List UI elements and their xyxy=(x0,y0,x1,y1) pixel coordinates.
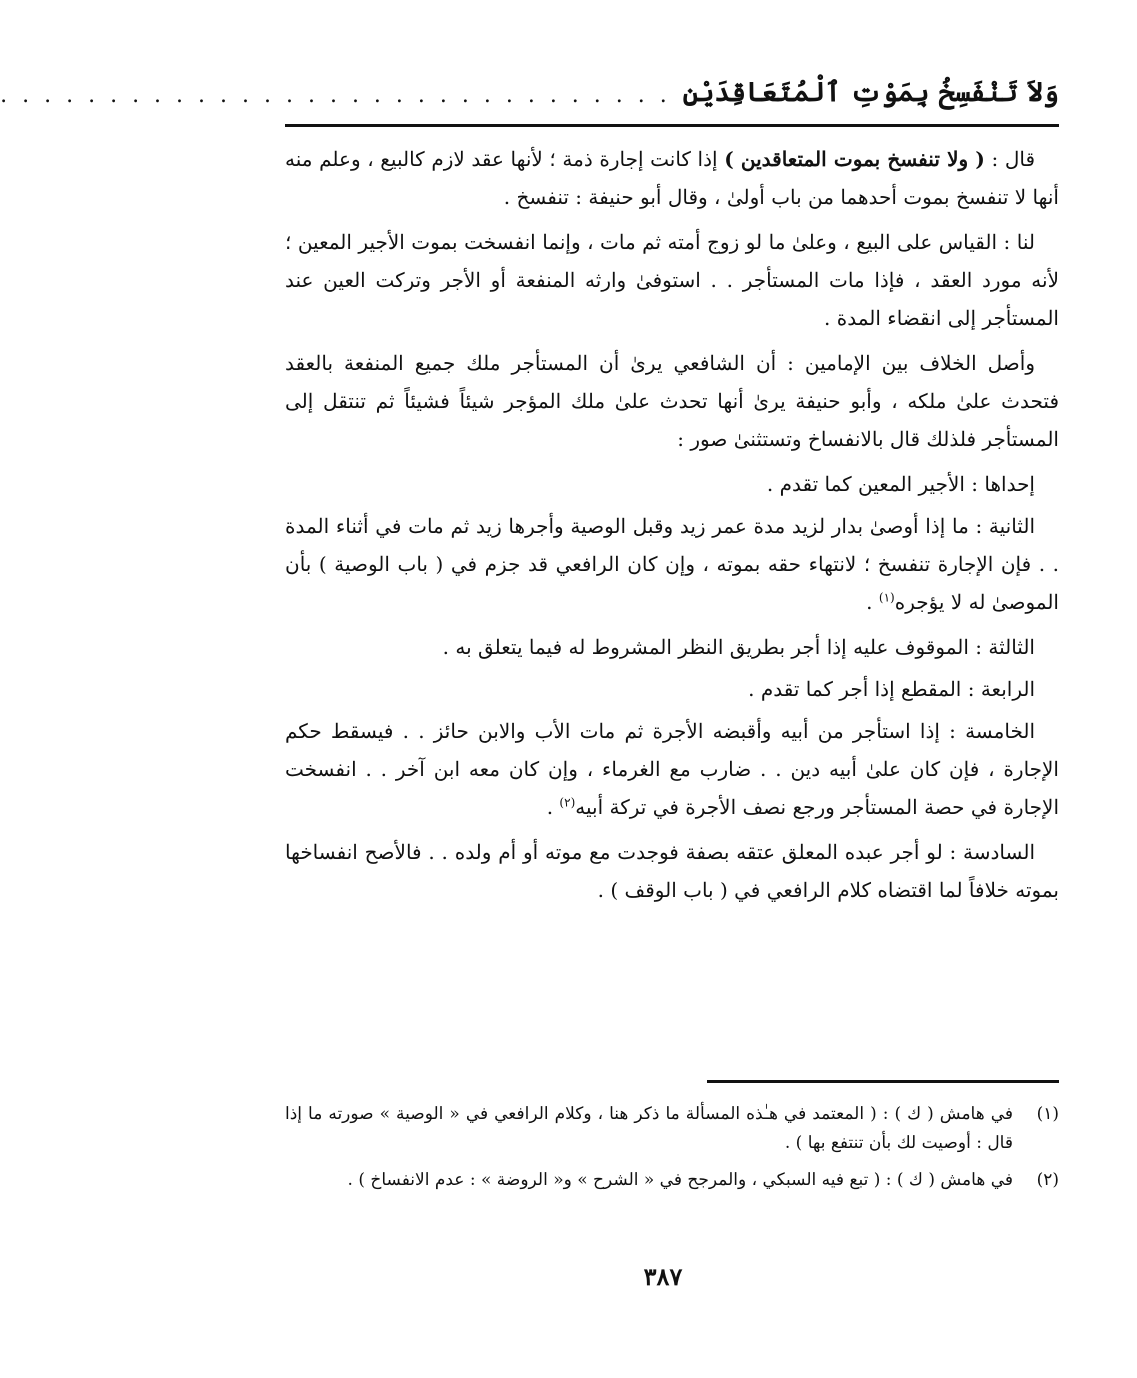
matn-quote: ( ولا تنفسخ بموت المتعاقدين ) xyxy=(724,147,985,171)
footnote-number: (٢) xyxy=(1036,1170,1059,1190)
paragraph-5 xyxy=(285,507,1059,621)
paragraph-8 xyxy=(285,712,1059,826)
footnote-text: في هامش ( ك ) : ( تبع فيه السبكي ، والمرجح في « الشرح » و« الروضة » : عدم الانفساخ ) . xyxy=(347,1170,1013,1190)
page-number: ٣٨٧ xyxy=(643,1262,683,1291)
paragraph-3: وأصل الخلاف بين الإمامين : أن الشافعي يرىٰ أن المستأجر ملك جميع المنفعة بالعقد فتحدث علىٰ ملكه ، وأبو حنيفة يرىٰ أنها تحدث علىٰ ملك المؤجر شيئاً فشيئاً ثم تنتقل إلى المستأجر فلذلك قال بالانفساخ وتستثنىٰ صور : xyxy=(285,351,1059,451)
footnote-text: في هامش ( ك ) : ( المعتمد في هـٰذه المسألة ما ذكر هنا ، وكلام الرافعي في « الوصية » صورته ما إذا قال : أوصيت لك بأن تنتفع بها ) . xyxy=(285,1104,1014,1153)
paragraph-8-end: . xyxy=(546,795,560,819)
running-head-title: وَلاَ تَنْفَسِخُ بِمَوْتِ ٱلْمُتَعَاقِدَيْنِ xyxy=(682,77,1059,109)
footnote-2 xyxy=(285,1166,1059,1195)
footnotes xyxy=(285,1100,1059,1203)
paragraph-5-text: الثانية : ما إذا أوصىٰ بدار لزيد مدة عمر زيد وقبل الوصية وأجرها زيد ثم مات في أثناء المدة . . فإن الإجارة تنفسخ ؛ لانتهاء حقه بموته ، وإن كان الرافعي قد جزم في ( باب الوصية ) بأن الموصىٰ له لا يؤجره xyxy=(285,514,1059,614)
paragraph-5-end: . xyxy=(866,590,879,614)
paragraph-4: إحداها : الأجير المعين كما تقدم . xyxy=(766,472,1035,496)
paragraph-1 xyxy=(285,140,1059,216)
paragraph-2: لنا : القياس على البيع ، وعلىٰ ما لو زوج أمته ثم مات ، وإنما انفسخت بموت الأجير المعين ؛ لأنه مورد العقد ، فإذا مات المستأجر . . استوفىٰ وارثه المنفعة أو الأجر وتركت العين عند المستأجر إلى انقضاء المدة . xyxy=(285,230,1059,330)
footnote-ref-2[interactable]: (٢) xyxy=(559,795,576,810)
paragraph-1-rest: إذا كانت إجارة ذمة ؛ لأنها عقد لازم كالبيع ، وعلم منه أنها لا تنفسخ بموت أحدهما من باب أولىٰ ، وقال أبو حنيفة : تنفسخ . xyxy=(285,147,1059,209)
paragraph-8-text: الخامسة : إذا استأجر من أبيه وأقبضه الأجرة ثم مات الأب والابن حائز . . فيسقط حكم الإجارة ، فإن كان علىٰ أبيه دين . . ضارب مع الغرماء ، وإن كان معه ابن آخر . . انفسخت الإجارة في حصة المستأجر ورجع نصف الأجرة في تركة أبيه xyxy=(285,719,1059,819)
running-head-leader-dots: . . . . . . . . . . . . . . . . . . . . . . . . . . . . . . . xyxy=(0,83,671,108)
main-text xyxy=(285,140,1059,916)
footnote-rule xyxy=(707,1080,1059,1083)
paragraph-1-lead: قال : xyxy=(984,147,1036,171)
paragraph-9: السادسة : لو أجر عبده المعلق عتقه بصفة فوجدت مع موته أو أم ولده . . فالأصح انفساخها بموته خلافاً لما اقتضاه كلام الرافعي في ( باب الوقف ) . xyxy=(285,840,1059,902)
footnote-ref-1[interactable]: (١) xyxy=(878,590,895,605)
footnote-number: (١) xyxy=(1036,1104,1059,1124)
paragraph-7: الرابعة : المقطع إذا أجر كما تقدم . xyxy=(748,677,1035,701)
header-rule xyxy=(285,124,1059,127)
running-head xyxy=(0,52,1059,112)
footnote-1 xyxy=(285,1100,1059,1158)
paragraph-6: الثالثة : الموقوف عليه إذا أجر بطريق النظر المشروط له فيما يتعلق به . xyxy=(442,635,1035,659)
